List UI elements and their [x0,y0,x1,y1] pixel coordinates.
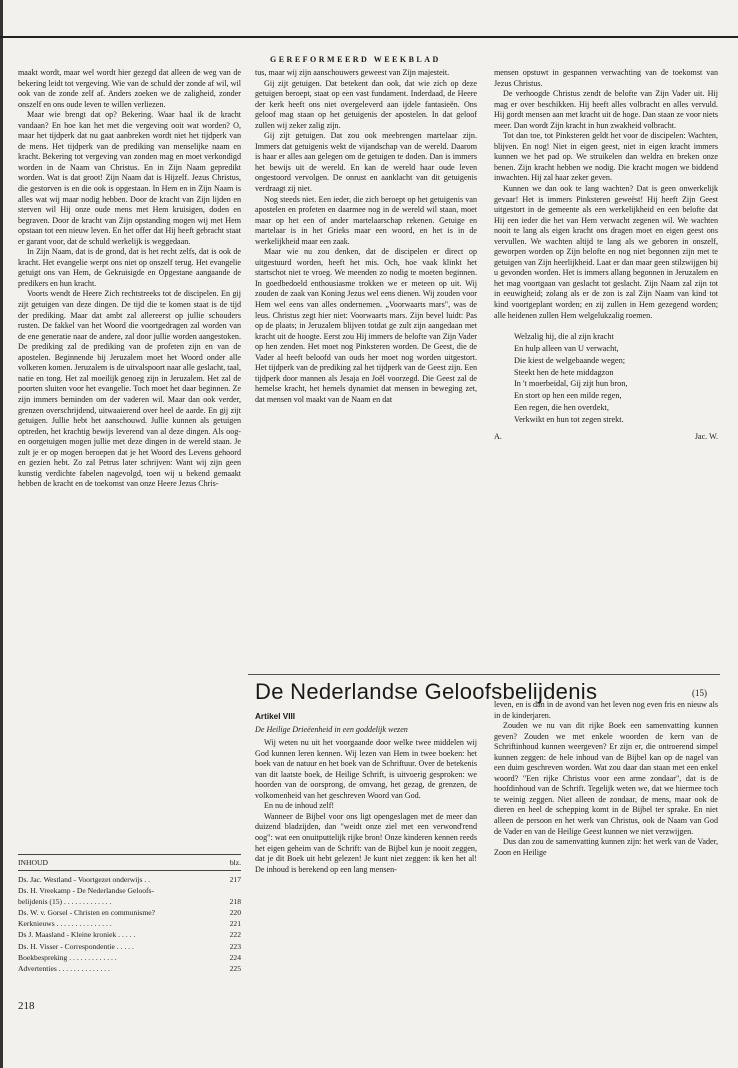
toc-row [18,929,241,940]
paragraph: In Zijn Naam, dat is de grond, dat is het recht zelfs, dat is ook de kracht. Het evangelie werpt ons niet op onszelf terug. Het evangelie getuigt ons van Hem, de Gekruisigde en Opgestane aangaande de predikers en hun kracht. [18,247,241,288]
paragraph: Kunnen we dan ook te lang wachten? Dat is geen onwerkelijk gevaar! Het is immers Pinksteren geweëst! Hij heeft Zijn Geest uitgestort in de gemeente als een werkelijkheid en een belofte dat Hij een ieder die het van Hem verwacht zegenen wil. We wachten nooit te lang als eigen kracht ons dragen moet en eigen geest ons vervullen. We wachten altijd te lang als we geboren in onszelf, geworpen worden op Zijn belofte en nog niet begonnen zijn met te getuigen van Zijn heerlijkheid. Laat er dan maar geen stilzwijgen bij u gevonden worden. Het is immers allang begonnen in Jeruzalem en het mag voortgaan van geslacht tot geslacht. Zijn Naam zal zijn tot in eeuwigheid; zolang als er de zon is zal Zijn Naam van kind tot kind voortgeplant worden; en zij zullen in Hem gezegend worden; alle heidenen zullen Hem welgelukzalig roemen. [494,184,718,320]
toc-item-page: 220 [229,908,241,918]
article-column-1 [255,712,477,875]
toc-row [18,941,241,952]
toc-row [18,896,241,907]
toc-row [18,952,241,963]
signature-initial: A. [494,431,502,441]
toc-row [18,874,241,885]
paragraph: Gij zijt getuigen. Dat zou ook meebrengen martelaar zijn. Immers dat getuigenis wekt de vijandschap van de wereld. Daarom is haar er alles aan gelegen om de getuigen te doden. Dan is immers het bewijs uit de wereld. En kan de wereld haar oude leven ongestoord vervolgen. De onrust en aanklacht van dit getuigenis verdraagt zij niet. [255,131,477,194]
toc-item-page: 221 [229,919,241,929]
verse-line: En hulp alleen van U verwacht, [514,343,619,353]
paragraph: maakt wordt, maar wel wordt hier gezegd dat alleen de weg van de bekering leidt tot vergeving. Wie van de schuld der zonde af wil, wil ook van de zonde zelf af. Anders zoeken we de zaligheid, zonder onszelf en ons oude leven te willen verliezen. [18,68,241,109]
paragraph: Maar wie brengt dat op? Bekering. Waar haal ik de kracht vandaan? En hoe kan het met die vergeving ooit wat worden? O, maar het tijdperk dat nu gaat aanbreken wordt niet het tijdperk van de mens. Het tijdperk van de prediking van menselijke naam en kracht. Bekering tot vergeving van zonden mag en moet verkondigd worden in de Naam van Christus. En in Zijn Naam gepredikt worden. Wat is dat groot! Zijn Naam dat is Hijzelf. Jezus Christus, die gestorven is en die ook is opgestaan. In Hem en in Zijn Naam is alles wat wij maar nodig hebben. Door de kracht van Zijn lijden en sterven wil Hij onze oude mens met Hem kruisigen, doden en begraven. Door de kracht van Zijn opstanding mogen wij met Hem opstaan tot een nieuw leven. En het offer dat Hij heeft gebracht staat er garant voor, dat de schuld werkelijk is weggedaan. [18,110,241,246]
toc-header [18,854,241,871]
toc-item-page: 217 [229,875,241,884]
column-3 [494,68,718,442]
toc-item-title: Ds. H. Vreekamp - De Nederlandse Geloofs- [18,886,155,896]
paragraph: Tot dan toe, tot Pinksteren geldt het voor de discipelen: Wachten, blijven. En nog! Niet in eigen geest, niet in eigen kracht immers kunnen we het pad op. We struikelen dan weldra en breken onze benen. Zijn kracht hebben we nodig. Die kracht mogen we biddend inwachten. Hij zal haar zeker geven. [494,131,718,183]
toc-item-title: Ds J. Maasland - Kleine kroniek . . . . . [18,930,136,940]
psalm-verse [514,331,718,425]
toc-row [18,885,241,896]
toc-item-title: Ds. Jac. Westland - Voortgezet onderwijs . . [18,875,151,884]
paragraph: Maar wie nu zou denken, dat de discipelen er direct op uitgestuurd worden, heeft het mis. Och, hoe vaak klinkt het startschot niet te vroeg. We meenden zo nodig te moeten beginnen. In goedbedoeld enthousiasme trokken we er meteen op uit. Wij zouden de zaak van Koning Jezus wel eens dienen. Wij zouden voor Hem wel eens van alles ondernemen. „Voorwaarts mars", was de leus. Christus zegt hier niet: Voorwaarts mars. Zijn bevel luidt: Pas op de plaats; in Jeruzalem blijven totdat ge zult zijn aangedaan met kracht uit de hoogte. Eerst zou Hij immers de belofte van Zijn Vader op hen zenden. Het moet nog Pinksteren worden. De Geest, die de Vader al heeft beloofd van ouds her moet nog worden uitgestort. Het tijdperk van de prediking zal het tijdperk van de Geest zijn. Een tijdperk door mannen als Jesaja en Joël voorzegd. Die Geest zal de hemelse kracht, het hemels dynamiet dat mensen in beweging zet, dat mensen vol maakt van de Naam en dat [255,247,477,404]
toc-item-title: Ds. W. v. Gorsel - Christen en communisme? [18,908,156,918]
column-1 [18,68,241,490]
toc-title: INHOUD [18,858,48,867]
toc-item-page: 223 [229,941,241,951]
verse-line: Verkwikt en hun tot zegen strekt. [514,414,624,424]
verse-line: Welzalig hij, die al zijn kracht [514,332,614,342]
signature-author: Jac. W. [694,431,718,441]
toc-item-title: Kerknieuws . . . . . . . . . . . . . . . [18,919,112,929]
article-label: Artikel VIII [255,712,296,721]
paragraph: En nu de inhoud zelf! [264,801,335,811]
verse-line: En stort op hen een milde regen, [514,391,622,401]
signature [494,432,718,443]
paragraph: Voorts wendt de Heere Zich rechtstreeks tot de discipelen. En gij zijt getuigen van deze dingen. De tijd die te komen staat is de tijd der prediking. Maar dat ambt zal allereerst op jullie schouders rusten. De fakkel van het Woord die voortgedragen zal worden van de ene generatie naar de andere, zal door jullie worden aangestoken. De prediking zal de prediking van de profeten zijn en van de apostelen. Beginnende bij Jeruzalem moet het Woord onder alle volkeren komen. Jeruzalem is de uitvalspoort naar alle geslacht, taal, natie en tong. Het zal moeilijk genoeg zijn in Jeruzalem. Het zal de poorten sluiten voor het evangelie. Toch moet het daar beginnen. Ze zijn immers beminden om der vaderen wil. Maar dan ook verder, grenzen overschrijdend, uitwaaierend over heel de aarde. En gij zijt getuigen. Jullie hebt het aanschouwd. Jullie kunnen als getuigen optreden, het krachtig bewijs leverend van al deze dingen. Als oog- en oorgetuigen mogen jullie met deze dingen in de wereld staan. Je zult je er op mogen beroepen dat je het Woord des Levens gehoord en gezien hebt. Zo zal Petrus later schrijven: Want wij zijn geen kunstig verdichte fabelen nagevolgd, toen wij u bekend gemaakt hebben de kracht en de toekomst van onze Heere Jezus Chris- [18,289,241,489]
toc-item-title: Advertenties . . . . . . . . . . . . . . [18,963,110,973]
article-column-2 [494,700,718,858]
verse-line: Steekt hen de hete middagzon [514,367,614,377]
article-issue-number: (15) [692,688,707,698]
toc-item-page: 218 [229,897,241,907]
verse-line: Een regen, die hen overdekt, [514,402,609,412]
top-rule [0,36,738,38]
toc-row [18,918,241,929]
paragraph: leven, en is dan in de avond van het leven nog even fris en nieuw als in de kinderjaren. [494,700,718,720]
toc-item-page: 224 [229,952,241,962]
running-header: GEREFORMEERD WEEKBLAD [270,55,441,64]
page-edge [0,0,3,1068]
toc-row [18,963,241,974]
paragraph: Zouden we nu van dit rijke Boek een samenvatting kunnen geven? Zouden we met enkele woorden de kern van de Schriftinhoud kunnen weergeven? Er zijn er, die ontroerend simpel kunnen zeggen: de hele inhoud van de Bijbel kan op de nagel van een duim geschreven worden. Wat zou daar dan staan met een enkel woord? "Een rijke Christus voor een arme zondaar", dat is de hoofdinhoud van de Schrift. Tegelijk weten we, dat we hiermee toch te weinig zeggen. Niet alleen de zondaar, de mens, maar ook de dieren en heel de schepping komt in de Bijbel ter sprake. En niet alleen de persoon en het werk van Christus, ook de Naam van God de Vader en van de Heilige Geest kunnen we niet verzwijgen. [494,721,718,836]
paragraph: Wanneer de Bijbel voor ons ligt opengeslagen met de meer dan duizend bladzijden, dan "weidt onze ziel met een verwond'rend oog": wat een onuitputtelijk rijke bron! Onze kinderen kennen reeds het eigen geheim van de Schrift: van de Bijbel kun je nooit zeggen, dat je dit Boek uit hebt gelezen! Je kunt niet zeggen: ik ken het al! De inhoud is berekend op een lang mensen- [255,811,477,874]
toc-item-page: 222 [229,930,241,940]
article-subtitle: De Heilige Drieëenheid in een goddelijk wezen [255,724,408,734]
article-title: De Nederlandse Geloofsbelijdenis [255,679,598,704]
paragraph: Dus dan zou de samenvatting kunnen zijn: het werk van de Vader, Zoon en Heilige [494,837,718,857]
page-number: 218 [18,1000,35,1012]
paragraph: De verhoogde Christus zendt de belofte van Zijn Vader uit. Hij mag er over beschikken. Hij heeft alles volbracht en alles vervuld. Hij gordt mensen aan met kracht uit de hoge. Dan staan ze voor niets meer. Dan wordt Zijn kracht in hun zwakheid volbracht. [494,89,718,130]
paragraph: Wij weten nu uit het voorgaande door welke twee middelen wij God kunnen leren kennen. Wij lezen van Hem in twee boeken: het boek van de natuur en het boek van de Schriftuur. Over de betekenis van dit laatste boek, de Heilige Schrift, is uitvoerig gesproken: we hoorden van de oorsprong, de omvang, het gezag, de grenzen, de volkomenheid van het geschreven Woord van God. [255,738,477,800]
verse-line: Die kiest de welgebaande wegen; [514,355,626,365]
verse-line: In 't moerbeidal, Gij zijt hun bron, [514,379,628,389]
toc-row [18,907,241,918]
toc-item-title: belijdenis (15) . . . . . . . . . . . . . [18,897,112,907]
column-2 [255,68,477,406]
paragraph: Nog steeds niet. Een ieder, die zich beroept op het getuigenis van apostelen en profeten en daarmee nog in de wereld wil staan, moet maar op het een of ander martelaarschap rekenen. Getuige en martelaar is in het Grieks maar een woord, en het is in de werkelijkheid maar een zaak. [255,194,477,246]
toc-item-title: Boekbespreking . . . . . . . . . . . . . [18,952,117,962]
toc-item-title: Ds. H. Visser - Correspondentie . . . . . [18,941,134,951]
paragraph: Gij zijt getuigen. Dat betekent dan ook, dat wie zich op deze getuigen beroept, staat op een vast fundament. Inderdaad, de Heere der kerk heeft ons niet overgeleverd aan ijdele fantasieën. Ons geloof mag staan op het getuigenis der apostelen. In dat geloof zullen wij zeker zalig zijn. [255,78,477,130]
article-separator [248,674,720,675]
toc-item-page: 225 [229,963,241,973]
paragraph: tus, maar wij zijn aanschouwers geweest van Zijn majesteit. [255,68,450,77]
toc-page-label: blz. [229,858,241,867]
paragraph: mensen opstuwt in gespannen verwachting van de toekomst van Jezus Christus. [494,68,718,88]
table-of-contents [18,854,241,974]
